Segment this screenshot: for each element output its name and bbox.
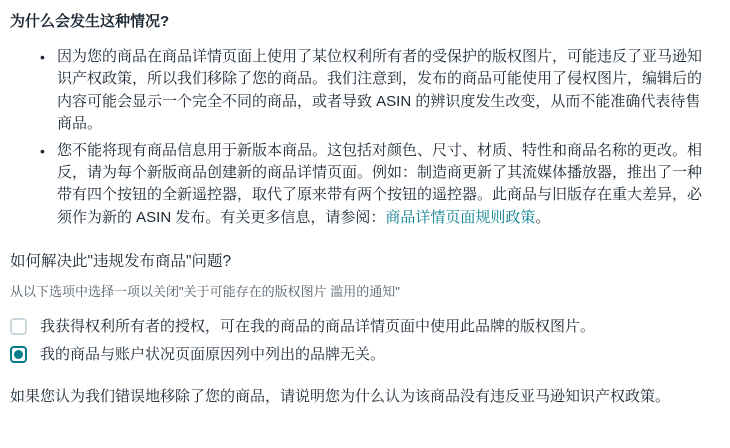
option-unrelated-row[interactable] [10,344,706,366]
why-bullet-1 [57,46,706,136]
why-bullet-2 [57,140,706,230]
unrelated-option-label[interactable]: 我的商品与账户状况页面原因列中列出的品牌无关。 [40,346,386,364]
product-detail-policy-link[interactable]: 商品详情页面规则政策 [385,208,536,226]
why-bullet-list [10,46,706,229]
resolve-instruction: 从以下选项中选择一项以关闭"关于可能存在的版权图片 滥用的通知" [10,284,400,300]
unrelated-radio-selected[interactable] [10,346,27,363]
resolve-options [10,316,706,366]
why-bullet-2-suffix: 。 [535,208,551,226]
authorized-checkbox[interactable] [10,318,27,335]
why-bullet-1-text: 因为您的商品在商品详情页面上使用了某位权利所有者的受保护的版权图片，可能违反了亚马逊知识产权政策，所以我们移除了您的商品。我们注意到，发布的商品可能使用了侵权图片，编辑后的内容可能会显示一个完全不同的商品，或者导致 ASIN 的辨识度发生改变，从而不能准确代表待售商品。 [57,48,703,133]
radio-dot [14,350,23,359]
option-authorized-row[interactable] [10,316,706,338]
why-heading: 为什么会发生这种情况? [10,13,170,30]
resolve-heading: 如何解决此"违规发布商品"问题? [10,253,232,271]
why-bullet-2-text: 您不能将现有商品信息用于新版本商品。这包括对颜色、尺寸、材质、特性和商品名称的更改。相反，请为每个新版商品创建新的商品详情页面。例如：制造商更新了其流媒体播放器，推出了一种带有四个按钮的全新遥控器，取代了原来带有两个按钮的遥控器。此商品与旧版存在重大差异，必须作为新的 ASIN 发布。有关更多信息，请参阅： [57,141,703,226]
authorized-option-label[interactable]: 我获得权利所有者的授权，可在我的商品的商品详情页面中使用此品牌的版权图片。 [40,318,596,336]
appeal-explanation-note: 如果您认为我们错误地移除了您的商品，请说明您为什么认为该商品没有违反亚马逊知识产权政策。 [10,388,671,406]
